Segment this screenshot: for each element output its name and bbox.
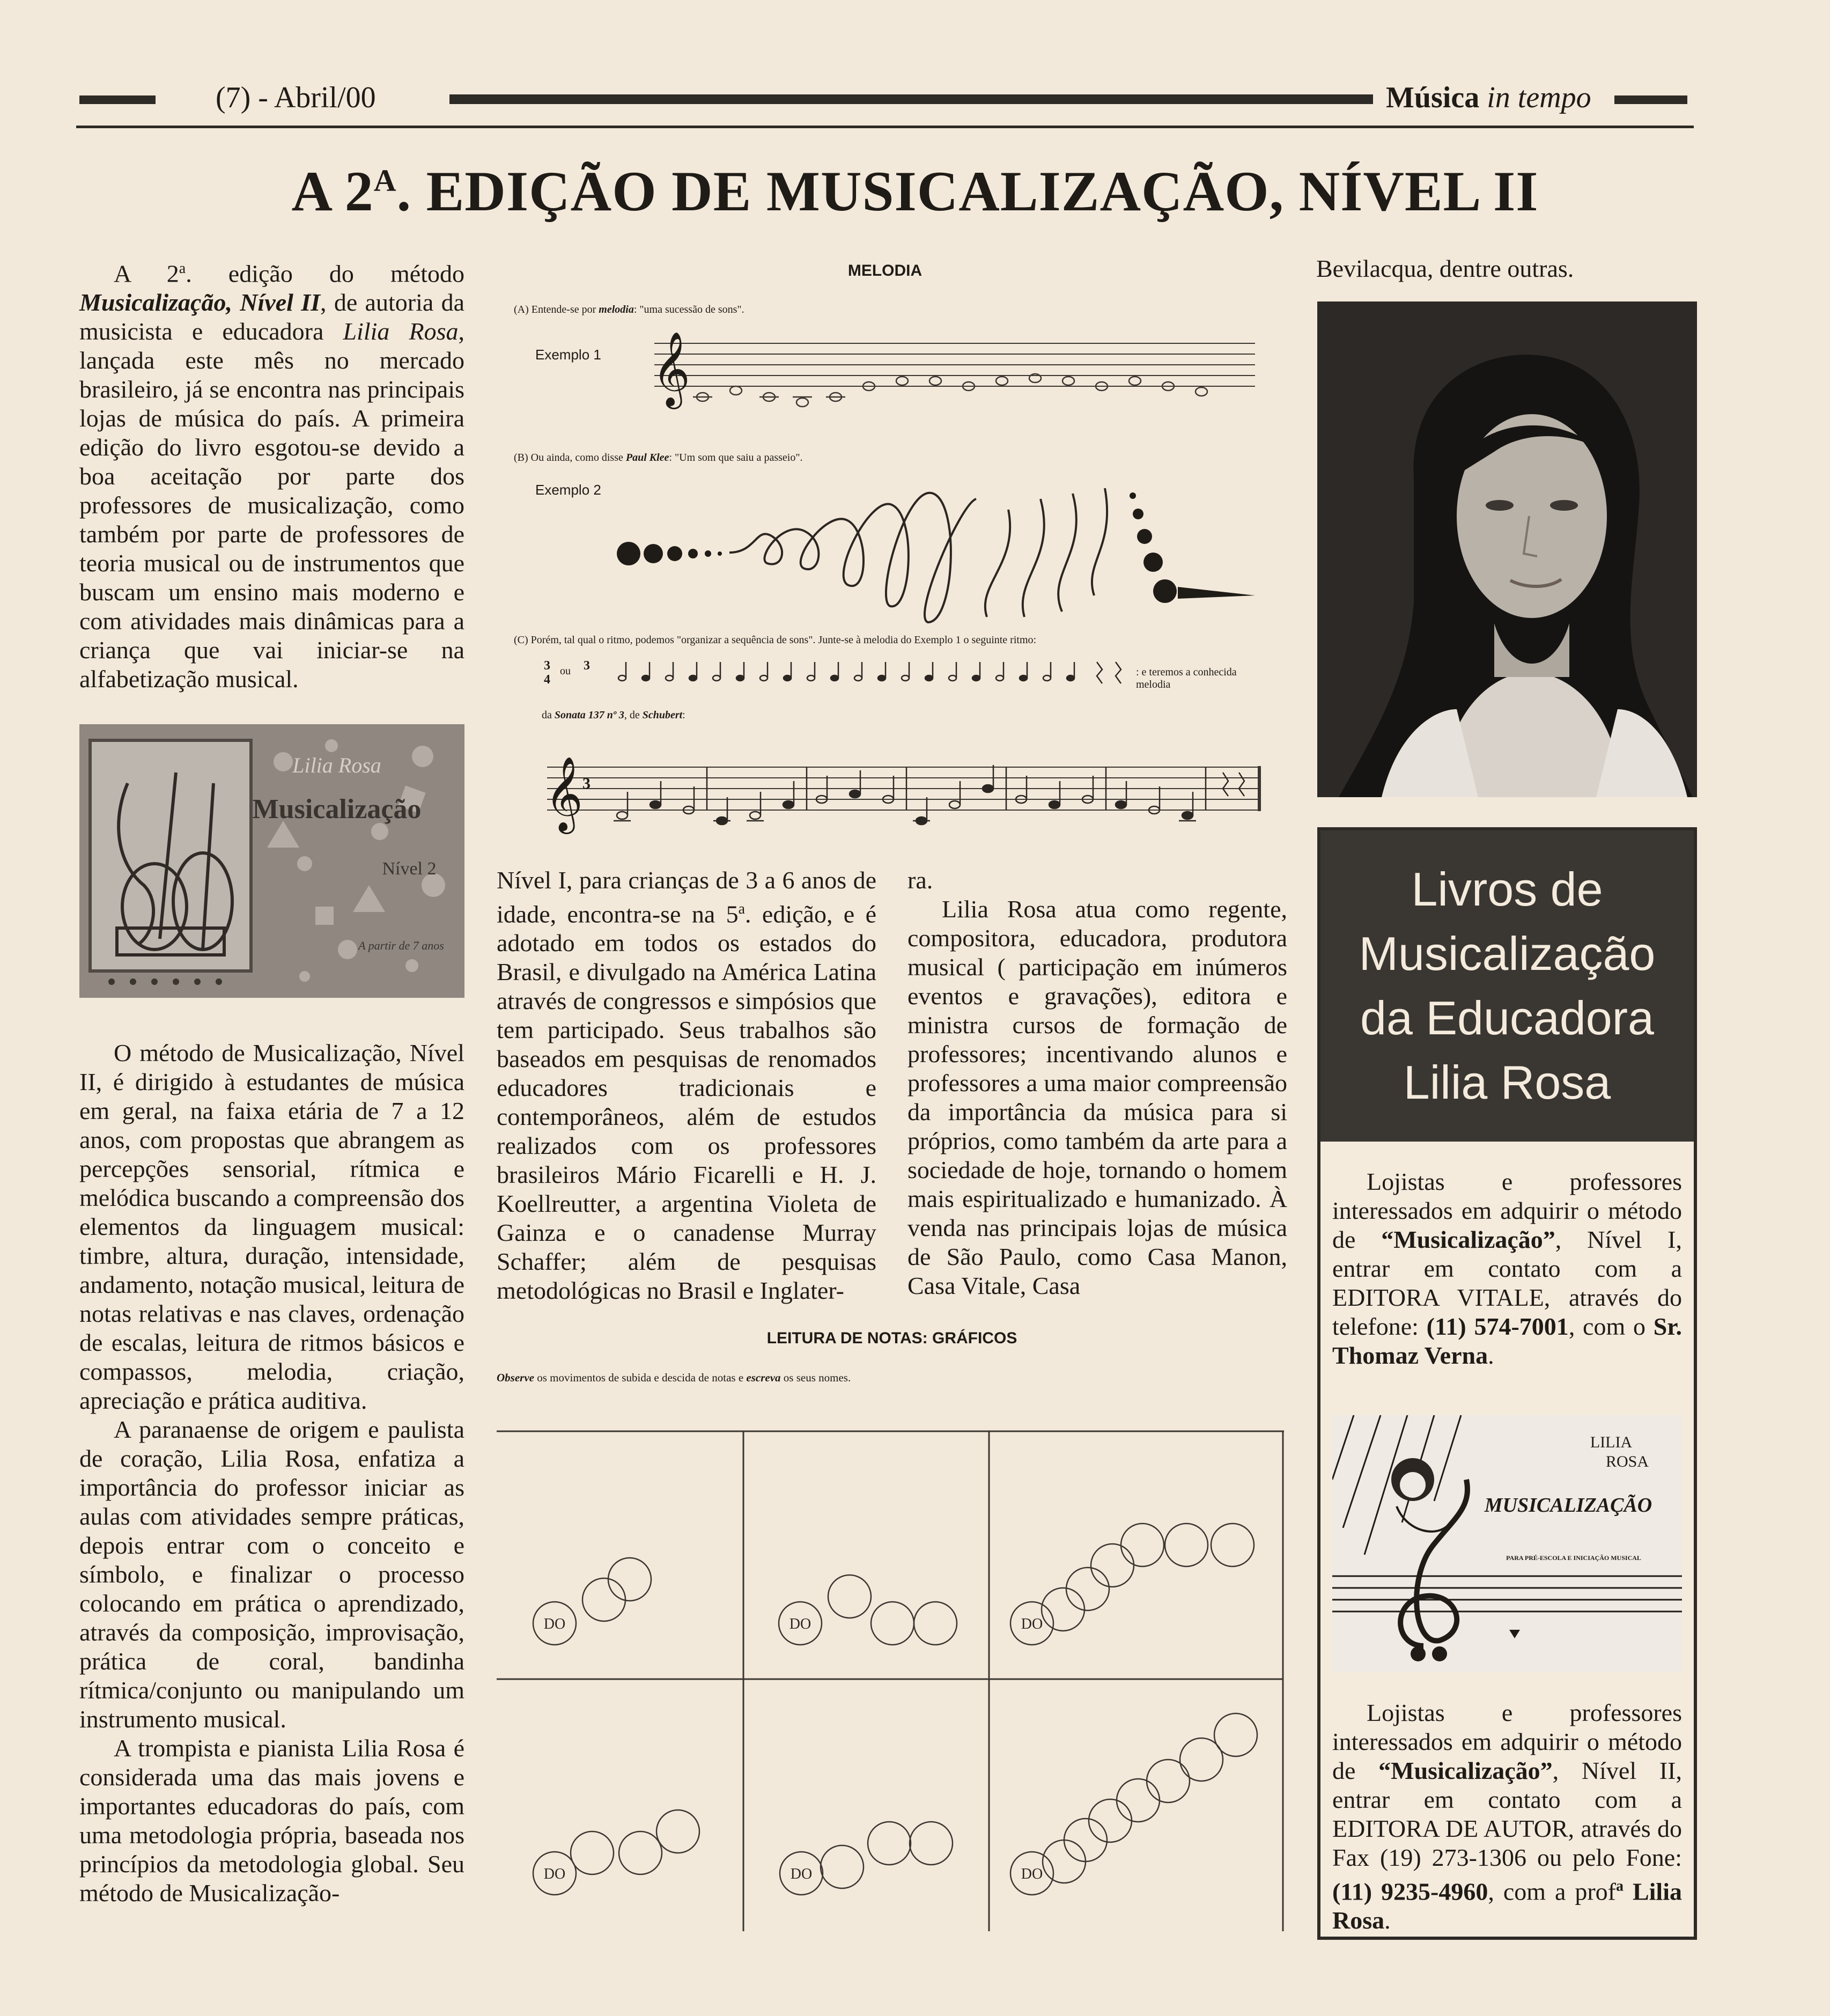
note-circle: [1211, 1524, 1254, 1566]
schubert-rest-2: [1239, 772, 1244, 796]
melody-note: [796, 398, 808, 407]
cover-author: Lilia Rosa: [292, 753, 381, 777]
ad-title-line-3: da Educadora: [1360, 991, 1654, 1044]
note-circle: [619, 1831, 662, 1874]
rhythm-note: [760, 675, 768, 681]
headline-rest: . EDIÇÃO DE MUSICALIZAÇÃO, NÍVEL II: [396, 160, 1539, 223]
rhythm-note: [642, 675, 650, 681]
rhythm-row: [611, 654, 1132, 687]
melody-note: [1129, 377, 1141, 385]
trompista-paragraph: A trompista e pianista Lilia Rosa é considerada uma das mais jovens e importantes educadoras do país, com uma metodologia própria, baseada nos princípios da metodologia global. Seu método de Musicalização-: [79, 1734, 464, 1907]
note-circle: [1121, 1524, 1164, 1566]
rhythm-note: [807, 675, 815, 681]
schubert-ts-top: 3: [582, 775, 591, 792]
do-label: DO: [543, 1866, 566, 1882]
melodia-b: (B) Ou ainda, como disse Paul Klee: "Um som que saiu a passeio".: [514, 452, 803, 463]
exemplo-1-label: Exemplo 1: [535, 347, 601, 363]
do-label: DO: [1021, 1866, 1043, 1882]
rhythm-note: [736, 675, 744, 681]
schubert-note: [850, 790, 860, 798]
rhythm-note: [878, 675, 886, 681]
masthead-italic: in tempo: [1487, 81, 1591, 114]
rhythm-note: [618, 675, 626, 681]
schubert-note: [983, 785, 993, 792]
cover-age: A partir de 7 anos: [358, 939, 444, 952]
time-signature: 3 4: [544, 659, 550, 687]
rhythm-note: [713, 675, 720, 681]
note-circle: [1091, 1544, 1134, 1587]
ad-contact-2: Lojistas e professores interessados em adquirir o método de “Musicalização”, Nível II, entrar em contato com a EDITORA DE AUTOR, através do Fax (19) 273-1306 ou pelo Fone: (11) 9235-4960, com a prof$^a$ Lilia Rosa.: [1332, 1699, 1682, 1934]
masthead: [1386, 80, 1591, 115]
schubert-note: [1116, 801, 1126, 808]
ad-cover-title: MUSICALIZAÇÃO: [1484, 1494, 1652, 1517]
column-1-top: [79, 254, 464, 694]
note-circle: [828, 1575, 871, 1618]
rhythm-note: [666, 675, 673, 681]
ad-title-line-4: Lilia Rosa: [1403, 1056, 1611, 1109]
exemplo-1-staff: [504, 327, 1266, 424]
note-circle: [571, 1831, 614, 1874]
headline-prefix: A 2: [291, 160, 374, 223]
melodia-a: (A) Entende-se por melodia: "uma sucessão de sons".: [514, 304, 744, 315]
schubert-note: [1049, 801, 1060, 808]
cover-title: Musicalização: [252, 794, 422, 825]
ad-title-block: [1320, 830, 1694, 1142]
header-rule-right: [1614, 95, 1687, 104]
headline: [0, 159, 1830, 224]
column-1-bottom: [79, 1039, 464, 1908]
melodia-c2: da Sonata 137 nº 3, de Schubert:: [542, 709, 685, 721]
column-3: [907, 866, 1287, 1300]
ad-cover-author-1: LILIA: [1590, 1433, 1633, 1451]
rhythm-note: [784, 675, 791, 681]
time-signature-or: ou: [560, 665, 571, 677]
rhythm-note: [689, 675, 697, 681]
method-paragraph: O método de Musicalização, Nível II, é dirigido à estudantes de música em geral, na faixa etária de 7 a 12 anos, com propostas que abrangem as percepções sensorial, rítmica e melódica buscando a compreensão dos elementos da linguagem musical: timbre, altura, duração, intensidade, andamento, notação musical, leitura de notas relativas e nas claves, ordenação de escalas, leitura de ritmos básicos e compassos, melodia, criação, apreciação e prática auditiva.: [79, 1039, 464, 1414]
column-4-top: Bevilacqua, dentre outras.: [1316, 255, 1574, 282]
melodia-c-end: : e teremos a conhecida melodia: [1136, 666, 1237, 690]
issue-date: (7) - Abril/00: [216, 81, 376, 114]
origin-paragraph: A paranaense de origem e paulista de coração, Lilia Rosa, enfatiza a importância do professor iniciar as aulas com atividades sempre práticas, depois entrar com o conceito e símbolo, e finalizar o processo colocando em prática o aprendizado, através da composição, improvisação, prática de coral, bandinha rítmica/conjunto ou manipulando um instrumento musical.: [79, 1416, 464, 1733]
header-rule-left: [79, 95, 156, 104]
schubert-staff: [504, 735, 1266, 842]
leitura-grid: [497, 1429, 1285, 1933]
ad-cover-illustration: [1332, 1415, 1682, 1672]
book-cover-illustration: [79, 724, 464, 998]
note-circle: [1165, 1524, 1208, 1566]
nivel-1-paragraph: Nível I, para crianças de 3 a 6 anos de idade, encontra-se na 5$^a$. edição, e é adotado em todos os estados do Brasil, e divulgado na América Latina através de congressos e simpósios que tem participado. Seus trabalhos são baseados em pesquisas de renomados educadores tradicionais e contemporâneos, além de estudos realizados com os professores brasileiros Mário Ficarelli e H. J. Koellreutter, a argentina Violeta de Gainza e o canadense Murray Schaffer; além de pesquisas metodológicas no Brasil e Inglater-: [497, 866, 876, 1305]
rhythm-note: [949, 675, 956, 681]
do-label: DO: [790, 1866, 813, 1882]
melodia-figure: [504, 252, 1266, 858]
note-circle: [868, 1822, 911, 1865]
ad-book-cover: [1332, 1415, 1682, 1672]
schubert-note: [783, 801, 794, 808]
schubert-note: [650, 801, 661, 808]
treble-clef: 𝄞: [652, 333, 690, 404]
note-circle: [914, 1602, 957, 1645]
rhythm-note: [1043, 675, 1051, 681]
note-circle: [821, 1845, 864, 1888]
note-circle: [608, 1558, 651, 1601]
leitura-instructions: Observe os movimentos de subida e descida de notas e escreva os seus nomes.: [497, 1371, 851, 1384]
schubert-note: [750, 812, 761, 819]
exemplo-2-drawing: [504, 488, 1266, 628]
schubert-note: [1182, 812, 1193, 819]
note-circle: [656, 1810, 699, 1853]
ad-box: [1317, 827, 1697, 1940]
schubert-note: [617, 812, 628, 819]
portrait-photo: [1317, 301, 1697, 797]
header-underline: [76, 126, 1694, 128]
do-label: DO: [789, 1616, 811, 1632]
ad-cover-subtitle: PARA PRÉ-ESCOLA E INICIAÇÃO MUSICAL: [1506, 1554, 1641, 1562]
note-circle: [1117, 1779, 1160, 1822]
rhythm-note: [831, 675, 838, 681]
note-circle: [871, 1602, 914, 1645]
leitura-title: LEITURA DE NOTAS: GRÁFICOS: [766, 1329, 1017, 1347]
masthead-bold: Música: [1386, 81, 1480, 114]
rhythm-note: [854, 675, 862, 681]
career-paragraph: Lilia Rosa atua como regente, compositora, educadora, produtora musical ( participação em inúmeros eventos e gravações), editora e ministra cursos de formação de professores; incentivando alunos e professores a uma maior compreensão da importância da música para si próprios, como também da arte para a sociedade de hoje, tornando o homem mais espiritualizado e humanizado. À venda nas principais lojas de música de São Paulo, como Casa Manon, Casa Vitale, Casa: [907, 895, 1287, 1299]
cover-level: Nível 2: [382, 859, 437, 879]
do-label: DO: [543, 1616, 566, 1632]
melody-note: [730, 386, 742, 395]
melody-note: [1196, 387, 1207, 396]
book-cover-image: [79, 724, 464, 998]
melodia-title: MELODIA: [847, 262, 923, 279]
ad-title-line-1: Livros de: [1411, 863, 1603, 916]
melodia-c: (C) Porém, tal qual o ritmo, podemos "organizar a sequência de sons". Junte-se à melodia do Exemplo 1 o seguinte ritmo:: [514, 634, 1037, 646]
do-label: DO: [1021, 1616, 1043, 1632]
melody-note: [996, 377, 1008, 385]
ad-title-line-2: Musicalização: [1359, 927, 1656, 980]
headline-sup: A: [373, 163, 397, 198]
col3-continuation: ra.: [907, 866, 933, 894]
rhythm-note: [1020, 675, 1027, 681]
treble-clef-2: 𝄞: [545, 758, 583, 829]
rest-2: [1116, 662, 1121, 683]
note-circle: [1147, 1760, 1190, 1802]
schubert-rest-1: [1223, 772, 1228, 796]
note-circle: [1214, 1713, 1257, 1756]
exemplo-2-label: Exemplo 2: [535, 482, 601, 498]
ad-cover-author-2: ROSA: [1605, 1453, 1649, 1470]
melody-note: [1062, 377, 1074, 385]
rest-1: [1097, 662, 1102, 683]
note-circle: [1066, 1568, 1109, 1610]
note-circle: [582, 1578, 625, 1621]
note-circle: [910, 1822, 953, 1865]
time-signature-alt: 3: [584, 659, 590, 673]
melody-note: [896, 377, 908, 385]
portrait-illustration: [1317, 301, 1697, 797]
rhythm-note: [925, 675, 933, 681]
intro-paragraph: A 2$^a$. edição do método Musicalização, Nível II, de autoria da musicista e educadora Lilia Rosa, lançada este mês no mercado brasileiro, já se encontra nas principais lojas de música do país. A primeira edição do livro esgotou-se devido a boa aceitação por parte dos professores de musicalização, como também por parte de professores de teoria musical ou de instrumentos que buscam um ensino mais moderno e com atividades mais dinâmicas para a criança que vai iniciar-se na alfabetização musical.: [79, 260, 464, 693]
rhythm-note: [972, 675, 980, 681]
column-2: [497, 866, 876, 1305]
rhythm-note: [1067, 675, 1074, 681]
schubert-note: [949, 801, 960, 808]
rhythm-note: [902, 675, 909, 681]
header-rule-middle: [449, 94, 1373, 104]
ad-contact-1: Lojistas e professores interessados em adquirir o método de “Musicalização”, Nível I, entrar em contato com a EDITORA VITALE, através do telefone: (11) 574-7001, com o Sr. Thomaz Verna.: [1332, 1168, 1683, 1369]
rhythm-note: [996, 675, 1003, 681]
melody-note: [929, 377, 941, 385]
